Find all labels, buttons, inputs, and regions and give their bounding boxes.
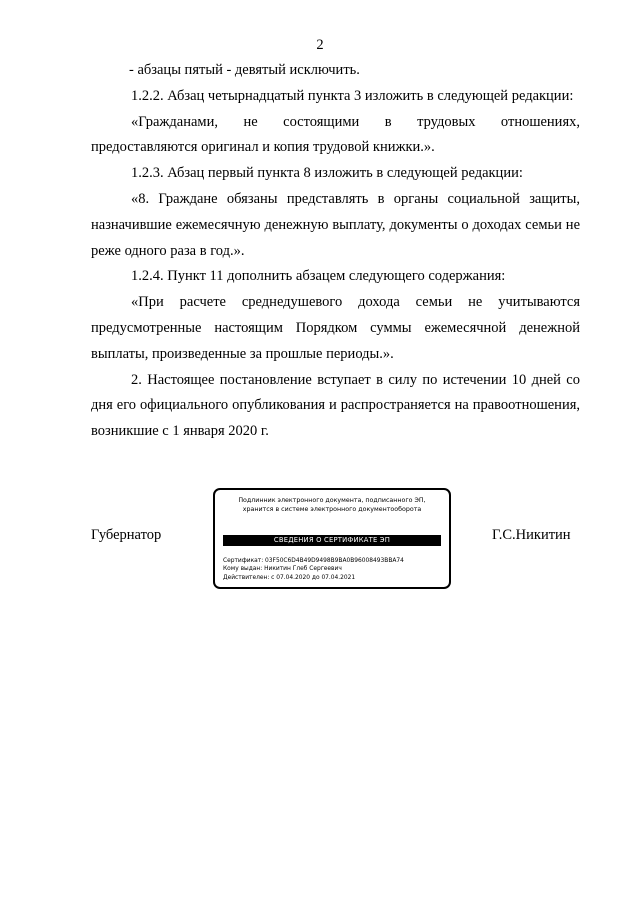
electronic-signature-stamp (213, 488, 451, 589)
paragraph-1: - абзацы пятый - девятый исключить. (129, 62, 360, 78)
stamp-note (215, 496, 449, 514)
page-number: 2 (316, 37, 324, 53)
stamp-header: СВЕДЕНИЯ О СЕРТИФИКАТЕ ЭП (223, 535, 441, 546)
paragraph-8: 2. Настоящее постановление вступает в силу по истечении 10 дней со дня его официального опубликования и распространяется на правоотношения, возникшие с 1 января 2020 г. (91, 371, 580, 440)
stamp-note-line-1: Подлинник электронного документа, подписанного ЭП, (238, 497, 426, 504)
paragraph-3: «Гражданами, не состоящими в трудовых отношениях, предоставляются оригинал и копия трудовой книжки.». (91, 113, 580, 156)
document-body (91, 58, 580, 445)
paragraph-5: «8. Граждане обязаны представлять в органы социальной защиты, назначившие ежемесячную денежную выплату, документы о доходах семьи не реже одного раза в год.». (91, 190, 580, 259)
certificate-number: Сертификат: 03F50C6D4B49D9498B9BA0B96008493BBA74 (223, 558, 404, 564)
certificate-info (223, 557, 443, 582)
paragraph-7: «При расчете среднедушевого дохода семьи не учитываются предусмотренные настоящим Порядком суммы ежемесячной денежной выплаты, произведенные за прошлые периоды.». (91, 294, 580, 362)
paragraph-4: 1.2.3. Абзац первый пункта 8 изложить в следующей редакции: (131, 165, 523, 182)
certificate-validity: Действителен: с 07.04.2020 до 07.04.2021 (223, 574, 356, 581)
certificate-owner: Кому выдан: Никитин Глеб Сергеевич (223, 566, 342, 573)
stamp-note-line-2: хранится в системе электронного документооборота (242, 506, 422, 513)
signatory-position: Губернатор (91, 527, 162, 543)
paragraph-2: 1.2.2. Абзац четырнадцатый пункта 3 изложить в следующей редакции: (131, 87, 574, 104)
paragraph-6: 1.2.4. Пункт 11 дополнить абзацем следующего содержания: (131, 268, 506, 285)
signatory-name: Г.С.Никитин (492, 527, 571, 543)
